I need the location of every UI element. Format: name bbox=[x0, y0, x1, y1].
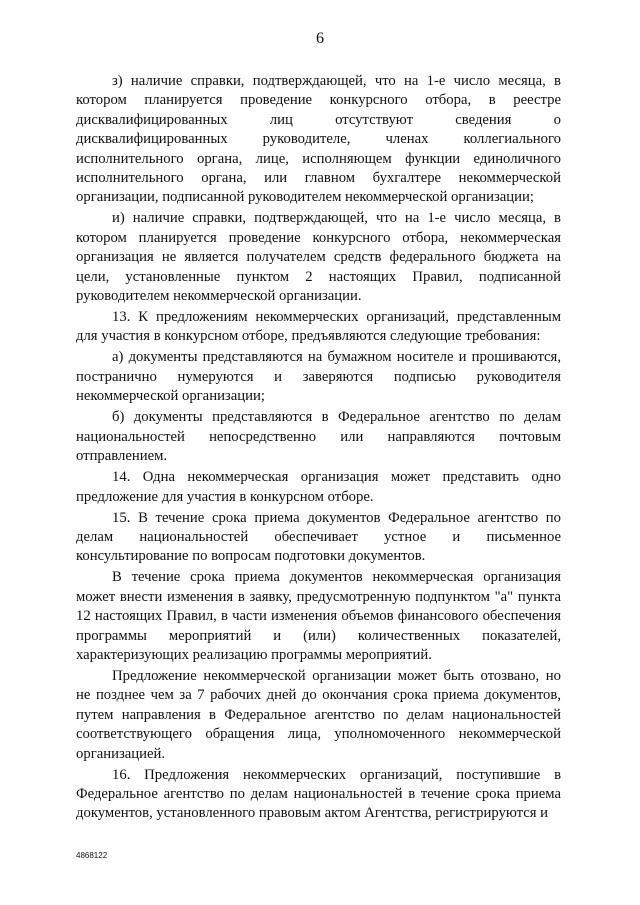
page-number: 6 bbox=[316, 30, 324, 47]
paragraph-item-15: 15. В течение срока приема документов Федеральное агентство по делам национальностей обеспечивает устное и письменное консультирование по вопросам подготовки документов. bbox=[76, 509, 561, 565]
paragraph-item-15-changes: В течение срока приема документов некоммерческая организация может внести изменения в заявку, предусмотренную подпунктом "а" пункта 12 настоящих Правил, в части изменения объемов финансового обеспечения программы мероприятий и (или) количественных показателей, характеризующих реализацию программы мероприятий. bbox=[76, 569, 561, 663]
paragraph-clause-z: з) наличие справки, подтверждающей, что на 1-е число месяца, в котором планируется проведение конкурсного отбора, в реестре дисквалифицированных лиц отсутствуют сведения о дисквалифицированных руководителе, членах коллегиального исполнительного органа, лице, исполняющем функции единоличного исполнительного органа, или главном бухгалтере некоммерческой организации, подписанной руководителем некоммерческой организации; bbox=[76, 73, 561, 206]
paragraph-item-14: 14. Одна некоммерческая организация может представить одно предложение для участия в конкурсном отборе. bbox=[76, 469, 561, 505]
paragraph-item-16: 16. Предложения некоммерческих организаций, поступившие в Федеральное агентство по делам национальностей в течение срока приема документов, установленного правовым актом Агентства, регистрируются и bbox=[76, 766, 561, 822]
document-body bbox=[76, 72, 561, 825]
paragraph-item-13: 13. К предложениям некоммерческих организаций, представленным для участия в конкурсном отборе, предъявляются следующие требования: bbox=[76, 309, 561, 345]
paragraph-clause-i: и) наличие справки, подтверждающей, что на 1-е число месяца, в котором планируется проведение конкурсного отбора, некоммерческая организация не является получателем средств федерального бюджета на цели, установленные пунктом 2 настоящих Правил, подписанной руководителем некоммерческой организации. bbox=[76, 210, 561, 305]
document-code: 4868122 bbox=[76, 851, 108, 860]
paragraph-clause-b: б) документы представляются в Федеральное агентство по делам национальностей непосредственно или направляются почтовым отправлением. bbox=[76, 409, 561, 465]
paragraph-item-15-withdrawal: Предложение некоммерческой организации может быть отозвано, но не позднее чем за 7 рабочих дней до окончания срока приема документов, путем направления в Федеральное агентство по делам национальностей соответствующего обращения лица, уполномоченного некоммерческой организацией. bbox=[76, 667, 561, 762]
paragraph-clause-a: а) документы представляются на бумажном носителе и прошиваются, постранично нумеруются и заверяются подписью руководителя некоммерческой организации; bbox=[76, 349, 561, 405]
